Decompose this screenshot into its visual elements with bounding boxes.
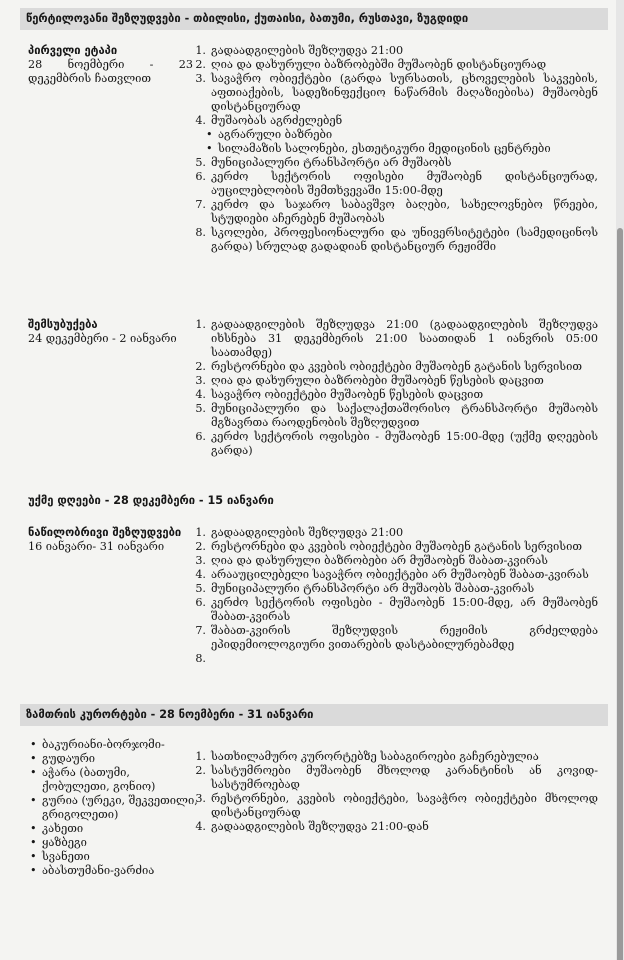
list-item-number: 1. — [195, 526, 206, 539]
list-item-text: სკოლები, პროფესიონალური და უნივერსიტეტები (სამედიცინოს გარდა) სრულად გადადიან დისტანციურ რეჟიმში — [211, 226, 598, 253]
list-item-number: 3. — [195, 72, 206, 85]
resort-location-name: აბასთუმანი-ვარძია — [42, 864, 155, 877]
list-item-text: ღია და დახურული ბაზრობები არ მუშაობენ შაბათ-კვირას — [211, 554, 548, 567]
bullet-icon: • — [30, 766, 37, 779]
list-item-number: 2. — [195, 540, 206, 553]
list-item — [194, 596, 598, 624]
resort-location-name: კახეთი — [42, 822, 84, 835]
list-item-number: 5. — [195, 582, 206, 595]
list-item — [194, 72, 598, 114]
bullet-icon: • — [206, 128, 213, 141]
list-item — [194, 820, 598, 834]
list-item — [194, 750, 598, 764]
list-item-text: მუშაობას აგრძელებენ — [211, 114, 343, 127]
list-item-text: კერძო სექტორის ოფისები - მუშაობენ 15:00-მდე, არ მუშაობენ შაბათ-კვირას — [211, 596, 598, 623]
list-item — [194, 114, 598, 128]
bullet-icon: • — [206, 142, 213, 155]
list-item — [194, 792, 598, 820]
list-item-text: სავაჭრო ობიექტები (გარდა სურსათის, ცხოველების საკვების, აფთიაქების, სადეზინფექციო ნაწარმის მაღაზიებისა) მუშაობენ დისტანციურად — [211, 72, 598, 113]
list-item — [194, 402, 598, 430]
bullet-icon: • — [30, 822, 37, 835]
bullet-item — [194, 142, 598, 156]
phase-one-title: პირველი ეტაპი — [28, 44, 118, 57]
relief-list — [194, 318, 598, 458]
list-item — [194, 540, 598, 554]
relief-dates: 24 დეკემბერი - 2 იანვარი — [28, 332, 177, 345]
resort-location-name: გურია (ურეკი, შეკვეთილი, გრიგოლეთი) — [42, 794, 198, 821]
list-item-text: რესტორნები და კვების ობიექტები მუშაობენ გატანის სერვისით — [211, 540, 582, 553]
list-item-number: 7. — [195, 624, 206, 637]
list-item-text: არააუცილებელი სავაჭრო ობიექტები არ მუშაობენ შაბათ-კვირას — [211, 568, 589, 581]
resort-location-name: ყაზბეგი — [42, 836, 87, 849]
list-item-text: კერძო სექტორის ოფისები - მუშაობენ 15:00-მდე (უქმე დღეების გარდა) — [211, 430, 598, 457]
list-item-text: გადაადგილების შეზღუდვა 21:00 — [211, 526, 404, 539]
resort-location-name: ბაკურიანი-ბორჯომი- — [42, 738, 165, 751]
list-item-text: რესტორნები და კვების ობიექტები მუშაობენ გატანის სერვისით — [211, 360, 582, 373]
phase-one-list — [194, 44, 598, 254]
list-item-number: 8. — [195, 652, 206, 665]
list-item-text: მუნიციპალური და საქალაქთაშორისო ტრანსპორტი მუშაობს მგზავრთა რაოდენობის შეზღუდვით — [211, 402, 598, 429]
bullet-text: აგრარული ბაზრები — [218, 128, 333, 141]
list-item — [194, 624, 598, 652]
list-item-text: სავაჭრო ობიექტები მუშაობენ წესების დაცვით — [211, 388, 484, 401]
list-item-number: 1. — [195, 318, 206, 331]
bullet-icon: • — [30, 794, 37, 807]
list-item-text: რესტორნები, კვების ობიექტები, სავაჭრო ობიექტები მხოლოდ დისტანციურად — [211, 792, 598, 819]
list-item-number: 3. — [195, 554, 206, 567]
list-item-number: 2. — [195, 58, 206, 71]
list-item-number: 3. — [195, 374, 206, 387]
list-item — [194, 156, 598, 170]
list-item-text: შაბათ-კვირის შეზღუდვის რეჟიმის გრძელდება ეპიდემიოლოგიური ვითარების დასტაბილურებამდე — [211, 624, 598, 651]
list-item-number: 7. — [195, 198, 206, 211]
relief-section — [28, 318, 608, 478]
resort-location-name: აჭარა (ბათუმი, ქობულეთი, გონიო) — [42, 766, 156, 793]
resort-location-item — [30, 850, 198, 864]
list-item-text: ღია და დახურული ბაზრობები მუშაობენ წესების დაცვით — [211, 374, 544, 387]
list-item — [194, 568, 598, 582]
bullet-icon: • — [30, 864, 37, 877]
list-item-text — [211, 652, 598, 666]
resort-location-item — [30, 864, 198, 878]
list-item-text: მუნიციპალური ტრანსპორტი არ მუშაობს შაბათ-კვირას — [211, 582, 535, 595]
list-item-number: 4. — [195, 388, 206, 401]
list-item-number: 6. — [195, 170, 206, 183]
bullet-icon: • — [30, 752, 37, 765]
partial-list — [194, 526, 598, 666]
list-item — [194, 318, 598, 360]
partial-title: ნაწილობრივი შეზღუდვები — [28, 526, 182, 539]
list-item — [194, 526, 598, 540]
list-item-number: 3. — [195, 792, 206, 805]
list-item — [194, 226, 598, 254]
list-item — [194, 582, 598, 596]
list-item-number: 1. — [195, 750, 206, 763]
list-item-number: 5. — [195, 402, 206, 415]
section-header-point-restrictions: წერტილოვანი შეზღუდვები - თბილისი, ქუთაისი, ბათუმი, რუსთავი, ზუგდიდი — [20, 8, 608, 30]
list-item — [194, 360, 598, 374]
list-item-text: ღია და დახურული ბაზრობებში მუშაობენ დისტანციურად — [211, 58, 547, 71]
list-item — [194, 198, 598, 226]
list-item-number: 4. — [195, 820, 206, 833]
holidays-heading: უქმე დღეები - 28 დეკემბერი - 15 იანვარი — [28, 494, 274, 507]
list-item — [194, 430, 598, 458]
scrollbar[interactable] — [616, 0, 624, 960]
partial-section — [28, 526, 608, 698]
resort-location-name: გუდაური — [42, 752, 96, 765]
bullet-item — [194, 128, 598, 142]
list-item-text: გადაადგილების შეზღუდვა 21:00 (გადაადგილების შეზღუდვა იხსნება 31 დეკემბერის 21:00 საათიდან 1 იანვრის 05:00 საათამდე) — [211, 318, 598, 359]
resort-location-name: სვანეთი — [42, 850, 90, 863]
list-item-number: 2. — [195, 764, 206, 777]
list-item-number: 6. — [195, 596, 206, 609]
partial-label — [28, 526, 193, 554]
list-item-text: სათხილამურო კურორტებზე საბაგიროები გაჩერებულია — [211, 750, 539, 763]
bullet-icon: • — [30, 738, 37, 751]
list-item-number: 1. — [195, 44, 206, 57]
partial-dates: 16 იანვარი- 31 იანვარი — [28, 540, 165, 553]
list-item — [194, 554, 598, 568]
relief-title: შემსუბუქება — [28, 318, 98, 331]
list-item — [194, 652, 598, 666]
list-item — [194, 44, 598, 58]
resort-rules-section — [28, 750, 608, 850]
list-item — [194, 170, 598, 198]
list-item — [194, 374, 598, 388]
resort-rules-list — [194, 750, 598, 834]
list-item-text: მუნიციპალური ტრანსპორტი არ მუშაობს — [211, 156, 452, 169]
phase-one-label — [28, 44, 193, 86]
scrollbar-thumb[interactable] — [617, 228, 623, 960]
list-item-text: სასტუმროები მუშაობენ მხოლოდ კარანტინის ან კოვიდ-სასტუმროებად — [211, 764, 598, 791]
list-item-text: გადაადგილების შეზღუდვა 21:00-დან — [211, 820, 429, 833]
bullet-icon: • — [30, 836, 37, 849]
list-item — [194, 58, 598, 72]
list-item-number: 5. — [195, 156, 206, 169]
list-item-text: კერძო და საჯარო საბავშვო ბაღები, სახელოვნებო წრეები, სტუდიები აჩერებენ მუშაობას — [211, 198, 598, 225]
bullet-text: სილამაზის სალონები, ესთეტიკური მედიცინის ცენტრები — [218, 142, 551, 155]
list-item-number: 4. — [195, 568, 206, 581]
section-header-winter-resorts: ზამთრის კურორტები - 28 ნოემბერი - 31 იანვარი — [20, 704, 608, 726]
relief-label — [28, 318, 193, 346]
phase-one-section — [28, 44, 608, 306]
list-item-text: გადაადგილების შეზღუდვა 21:00 — [211, 44, 404, 57]
list-item-text: კერძო სექტორის ოფისები მუშაობენ დისტანციურად, აუცილებლობის შემთხვევაში 15:00-მდე — [211, 170, 598, 197]
list-item-number: 8. — [195, 226, 206, 239]
list-item — [194, 764, 598, 792]
phase-one-dates: 28 ნოემბერი - 23 დეკემბრის ჩათვლით — [28, 58, 193, 85]
list-item-number: 6. — [195, 430, 206, 443]
bullet-icon: • — [30, 850, 37, 863]
list-item-number: 2. — [195, 360, 206, 373]
list-item — [194, 388, 598, 402]
list-item-number: 4. — [195, 114, 206, 127]
